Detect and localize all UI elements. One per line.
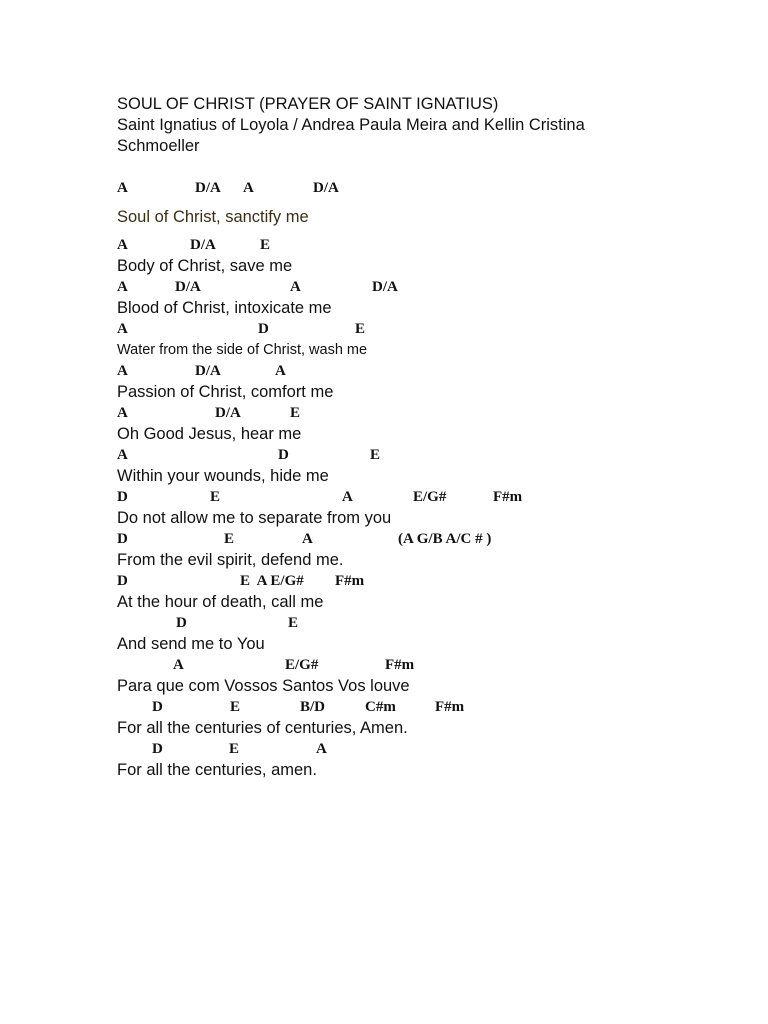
chord-line (0, 277, 768, 297)
chord-line (0, 613, 768, 633)
chord: E/G# (285, 657, 319, 673)
lyric-line: For all the centuries of centuries, Amen. (117, 719, 408, 737)
chord: D (117, 531, 128, 547)
lyric-line: Soul of Christ, sanctify me (117, 208, 309, 226)
chord: A (117, 363, 128, 379)
chord: A (117, 447, 128, 463)
chord: E (355, 321, 366, 337)
chord-line (0, 571, 768, 591)
chord: A (117, 279, 128, 295)
chord: D (152, 741, 163, 757)
chord: B/D (300, 699, 326, 715)
lyric-line: From the evil spirit, defend me. (117, 551, 344, 569)
lyric-line: Body of Christ, save me (117, 257, 293, 275)
chord: D/A (190, 237, 216, 253)
chord: D (176, 615, 187, 631)
chord: E (230, 699, 241, 715)
chord: E (370, 447, 381, 463)
lyric-line: Water from the side of Christ, wash me (117, 342, 368, 358)
chord: E (229, 741, 240, 757)
chord-line (0, 361, 768, 381)
chord: D/A (195, 363, 221, 379)
chord: E (288, 615, 299, 631)
chord: A (275, 363, 286, 379)
chord: E (290, 405, 301, 421)
lyric-line: For all the centuries, amen. (117, 761, 317, 779)
chord: A (173, 657, 184, 673)
chord: D (117, 573, 128, 589)
chord: F#m (335, 573, 365, 589)
chord: A (290, 279, 301, 295)
chord: D/A (215, 405, 241, 421)
chord: F#m (435, 699, 465, 715)
chord: D/A (372, 279, 398, 295)
lyric-line: Blood of Christ, intoxicate me (117, 299, 332, 317)
chord: D (278, 447, 289, 463)
chord: E (210, 489, 221, 505)
chord: E/G# (413, 489, 447, 505)
chord-line (0, 403, 768, 423)
chord-line (0, 487, 768, 507)
chord: A (117, 237, 128, 253)
lyric-line: And send me to You (117, 635, 265, 653)
chord-line (0, 445, 768, 465)
lyric-line: At the hour of death, call me (117, 593, 324, 611)
chord: D/A (195, 180, 221, 196)
chord: E (260, 237, 271, 253)
chord: A (342, 489, 353, 505)
chord-line (0, 529, 768, 549)
chord: D (258, 321, 269, 337)
chord: F#m (493, 489, 523, 505)
chord: E (224, 531, 235, 547)
chord: F#m (385, 657, 415, 673)
chord: A (117, 180, 128, 196)
chord-line (0, 235, 768, 255)
chord: E A E/G# (240, 573, 304, 589)
chord: (A G/B A/C # ) (398, 531, 492, 547)
chord-line (0, 739, 768, 759)
lyric-line: Passion of Christ, comfort me (117, 383, 334, 401)
chord-line (0, 655, 768, 675)
lyric-line: Do not allow me to separate from you (117, 509, 392, 527)
chord: C#m (365, 699, 396, 715)
chord-line (0, 697, 768, 717)
chord: D (152, 699, 163, 715)
chord: A (117, 405, 128, 421)
chord: A (243, 180, 254, 196)
chord: D (117, 489, 128, 505)
chord: D/A (313, 180, 339, 196)
lyric-line: Oh Good Jesus, hear me (117, 425, 302, 443)
song-authors: Saint Ignatius of Loyola / Andrea Paula Meira and Kellin Cristina Schmoeller (117, 116, 585, 155)
chord: D/A (175, 279, 201, 295)
lyric-line: Para que com Vossos Santos Vos louve (117, 677, 410, 695)
chord: A (117, 321, 128, 337)
chord: A (302, 531, 313, 547)
chord: A (316, 741, 327, 757)
song-title: SOUL OF CHRIST (PRAYER OF SAINT IGNATIUS) (117, 95, 499, 113)
lyric-line: Within your wounds, hide me (117, 467, 329, 485)
chord-line (0, 178, 768, 198)
chord-line (0, 319, 768, 339)
